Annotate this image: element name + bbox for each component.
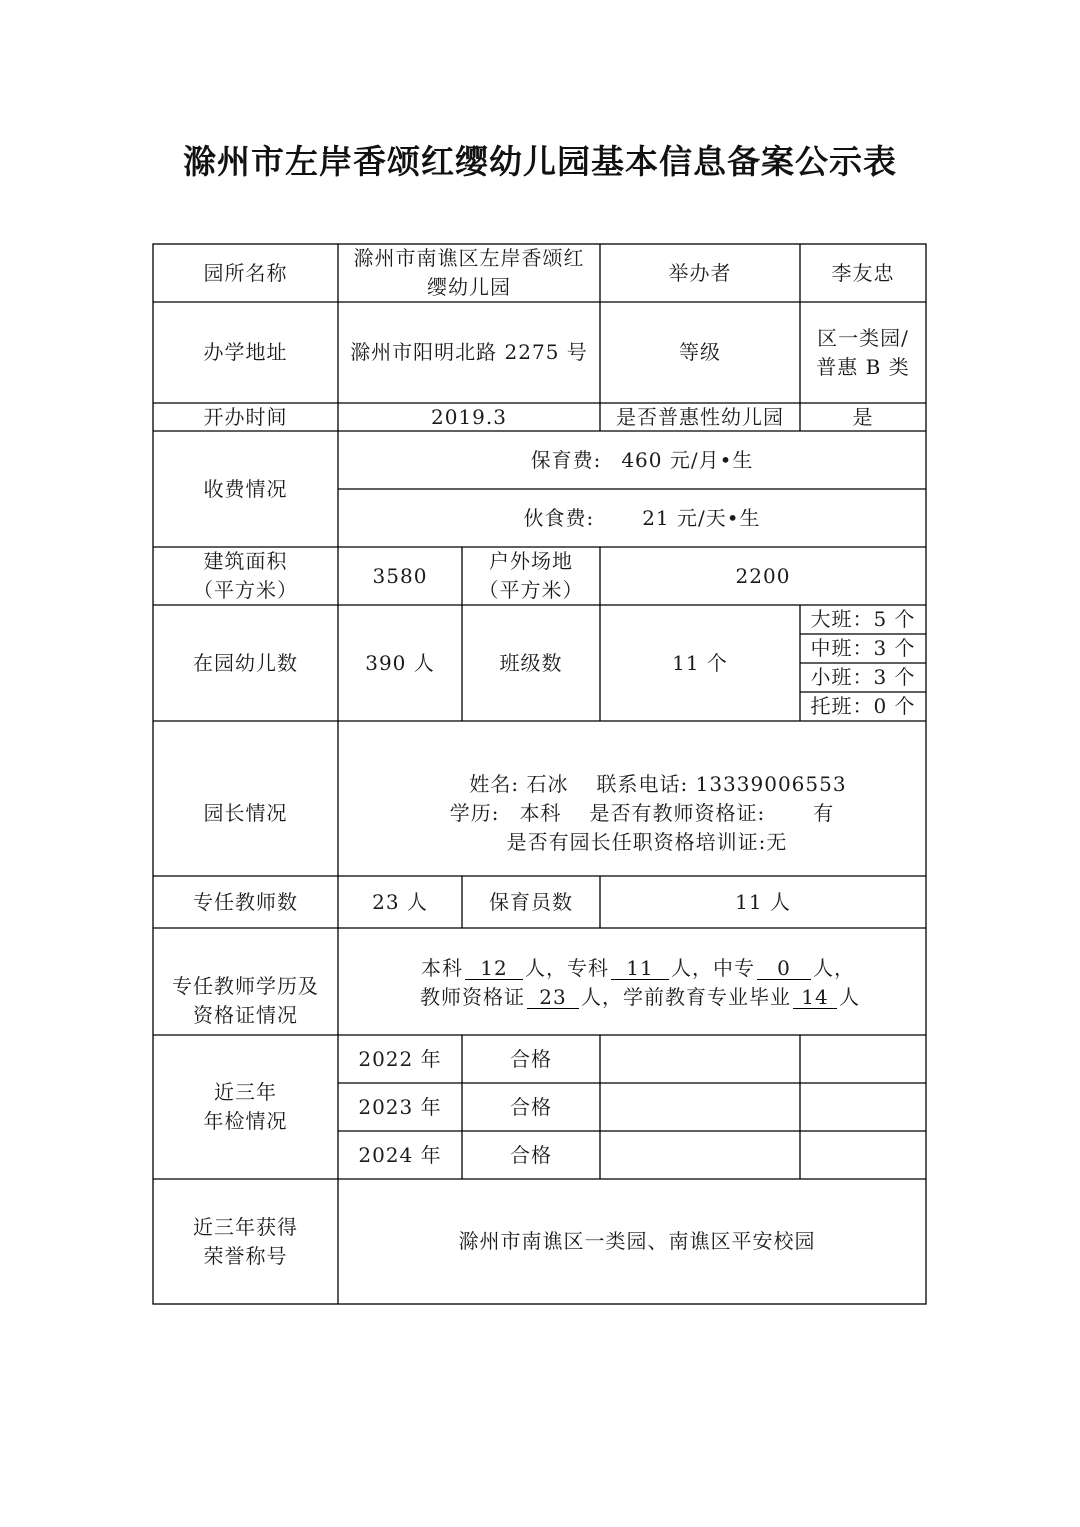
class-breakdown-item: 中班：3 个 xyxy=(810,636,916,660)
page-title: 滁州市左岸香颂红缨幼儿园基本信息备案公示表 xyxy=(183,142,897,181)
label-sponsor: 举办者 xyxy=(668,260,732,285)
inspection-year: 2023 年 xyxy=(358,1094,442,1119)
label-honors: 近三年获得 荣誉称号 xyxy=(193,1214,298,1268)
value-outdoor-area: 2200 xyxy=(735,563,791,588)
inspection-result: 合格 xyxy=(510,1094,552,1119)
value-teacher-qualification: 本科 12 人，专科 11 人，中专 0 人， 教师资格证 23 人，学前教育专业毕业 14 人 xyxy=(420,956,860,1009)
value-teacher-count: 23 人 xyxy=(372,889,428,914)
label-address: 办学地址 xyxy=(203,340,288,364)
value-grade: 区一类园/ 普惠 B 类 xyxy=(816,325,910,379)
value-class-count: 11 个 xyxy=(672,650,728,675)
label-inspection: 近三年 年检情况 xyxy=(203,1080,288,1133)
value-meal-fee: 伙食费: 21 元/天•生 xyxy=(523,505,761,530)
inspection-result: 合格 xyxy=(510,1046,552,1071)
value-caregiver-count: 11 人 xyxy=(735,889,791,914)
class-breakdown-item: 托班：0 个 xyxy=(810,694,916,718)
label-grade: 等级 xyxy=(679,340,721,364)
label-kindergarten-name: 园所名称 xyxy=(203,260,288,285)
label-teacher-qualification: 专任教师学历及 资格证情况 xyxy=(172,973,319,1027)
value-open-date: 2019.3 xyxy=(431,404,507,429)
label-fees: 收费情况 xyxy=(203,476,288,501)
value-building-area: 3580 xyxy=(372,563,428,588)
label-children-count: 在园幼儿数 xyxy=(193,650,298,675)
label-class-count: 班级数 xyxy=(499,650,563,675)
label-director: 园长情况 xyxy=(203,801,288,825)
label-outdoor-area: 户外场地 （平方米） xyxy=(478,549,584,602)
label-inclusive: 是否普惠性幼儿园 xyxy=(616,404,784,429)
label-open-date: 开办时间 xyxy=(203,404,288,429)
label-caregiver-count: 保育员数 xyxy=(489,889,573,914)
value-sponsor: 李友忠 xyxy=(831,260,895,285)
label-teacher-count: 专任教师数 xyxy=(193,889,298,914)
value-director: 姓名: 石冰 联系电话: 13339006553 学历: 本科 是否有教师资格证: 有 是否有园长任职资格培训证:无 xyxy=(449,772,847,854)
inspection-year: 2024 年 xyxy=(358,1142,442,1167)
value-children-count: 390 人 xyxy=(365,650,435,675)
inspection-year: 2022 年 xyxy=(358,1046,442,1071)
value-care-fee: 保育费: 460 元/月•生 xyxy=(530,447,754,472)
value-honors: 滁州市南谯区一类园、南谯区平安校园 xyxy=(458,1229,816,1253)
label-building-area: 建筑面积 （平方米） xyxy=(193,549,298,602)
inspection-result: 合格 xyxy=(510,1142,552,1167)
value-kindergarten-name: 滁州市南谯区左岸香颂红 缨幼儿园 xyxy=(353,246,585,299)
value-address: 滁州市阳明北路 2275 号 xyxy=(350,340,588,364)
class-breakdown-item: 小班：3 个 xyxy=(810,665,916,689)
class-breakdown-item: 大班：5 个 xyxy=(810,607,916,631)
value-inclusive: 是 xyxy=(852,404,874,429)
